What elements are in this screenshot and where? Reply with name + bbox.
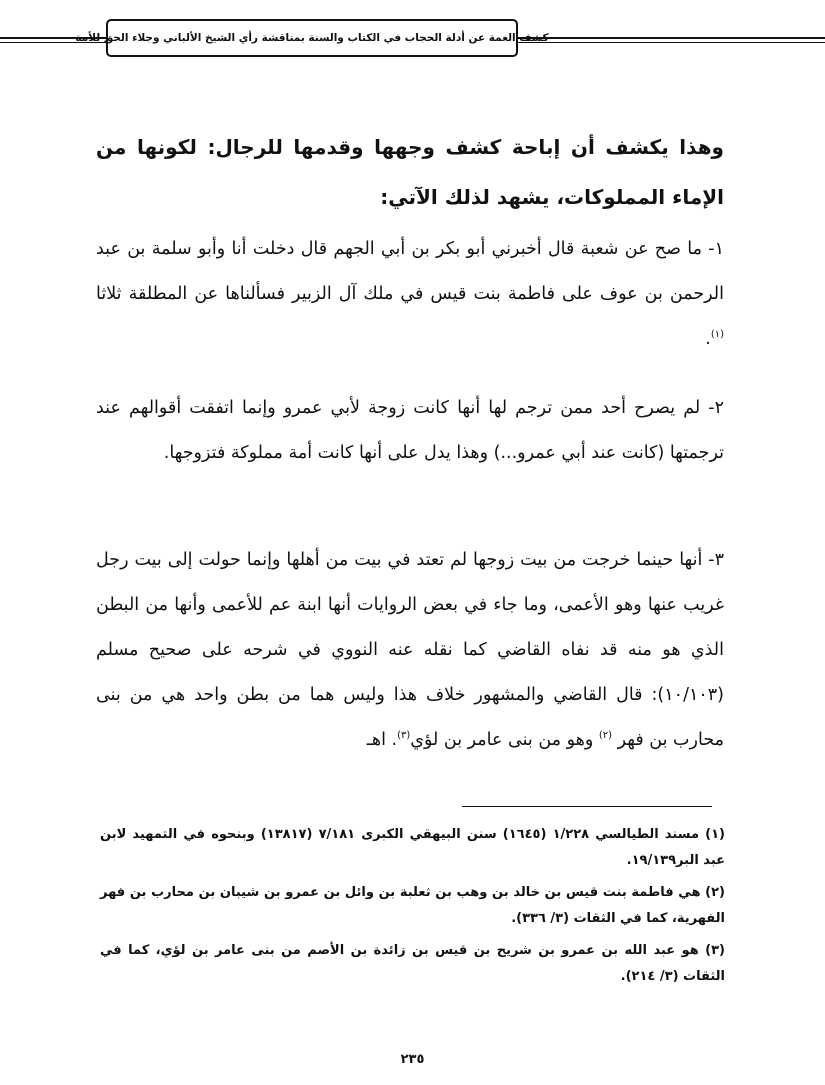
header-rule-right [518,37,825,39]
footnote-ref-1: (١) [710,329,724,341]
footnote-1: (١) مسند الطيالسي ١/٢٢٨ (١٦٤٥) سنن البيهقي الكبرى ٧/١٨١ (١٣٨١٧) وبنحوه في التمهيد لابن عبد البر١٩/١٣٩. [100,827,725,868]
point-3-text: ٣- أنها حينما خرجت من بيت زوجها لم تعتد في بيت من أهلها وإنما حولت إلى بيت رجل غريب عنها وهو الأعمى، وما جاء في بعض الروايات أنها ابنة عم للأعمى وأنها من البطن الذي هو منه قد نفاه القاضي كما نقله عنه النووي في شرحه على صحيح مسلم (١٠/١٠٣): قال القاضي والمشهور خلاف هذا وليس هما من بطن واحد هي من بنى محارب بن فهر [96,550,724,750]
footnote-ref-2: (٢) [598,730,613,742]
footnote-ref-3: (٣) [397,730,411,742]
running-header-title: كشف الغمة عن أدلة الحجاب في الكتاب والسنة بمناقشة رأي الشيخ الألباني وجلاء الحق للأمة [75,32,549,44]
footnote-3: (٣) هو عبد الله بن عمرو بن شريح بن قيس بن زائدة بن الأصم من بنى عامر بن لؤي، كما في الثقات (٣/ ٢١٤). [100,943,725,984]
point-1-paragraph [96,227,724,362]
point-3-end: . اهـ [366,730,398,750]
page-number: ٢٣٥ [400,1052,425,1067]
point-3-text-continued: وهو من بنى عامر بن لؤي [410,730,594,750]
footnote-separator [462,806,712,807]
footnote-2: (٢) هي فاطمة بنت قيس بن خالد بن وهب بن ثعلبة بن وائل بن عمرو بن شيبان بن محارب بن فهر الفهرية، كما في الثقات (٣/ ٣٣٦). [100,885,725,926]
point-3-paragraph [96,538,724,763]
point-2-paragraph: ٢- لم يصرح أحد ممن ترجم لها أنها كانت زوجة لأبي عمرو وإنما اتفقت أقوالهم عند ترجمتها (كانت عند أبي عمرو...) وهذا يدل على أنها كانت أمة مملوكة فتزوجها. [96,398,724,463]
header-rule-right-thin [518,42,825,43]
running-header [75,19,549,57]
point-1-end: . [705,329,711,349]
point-1-text: ١- ما صح عن شعبة قال أخبرني أبو بكر بن أبي الجهم قال دخلت أنا وأبو سلمة بن عبد الرحمن بن عوف على فاطمة بنت قيس في ملك آل الزبير فسألناها عن المطلقة ثلاثا [96,239,724,304]
intro-paragraph: وهذا يكشف أن إباحة كشف وجهها وقدمها للرجال: لكونها من الإماء المملوكات، يشهد لذلك الآتي: [96,135,724,209]
